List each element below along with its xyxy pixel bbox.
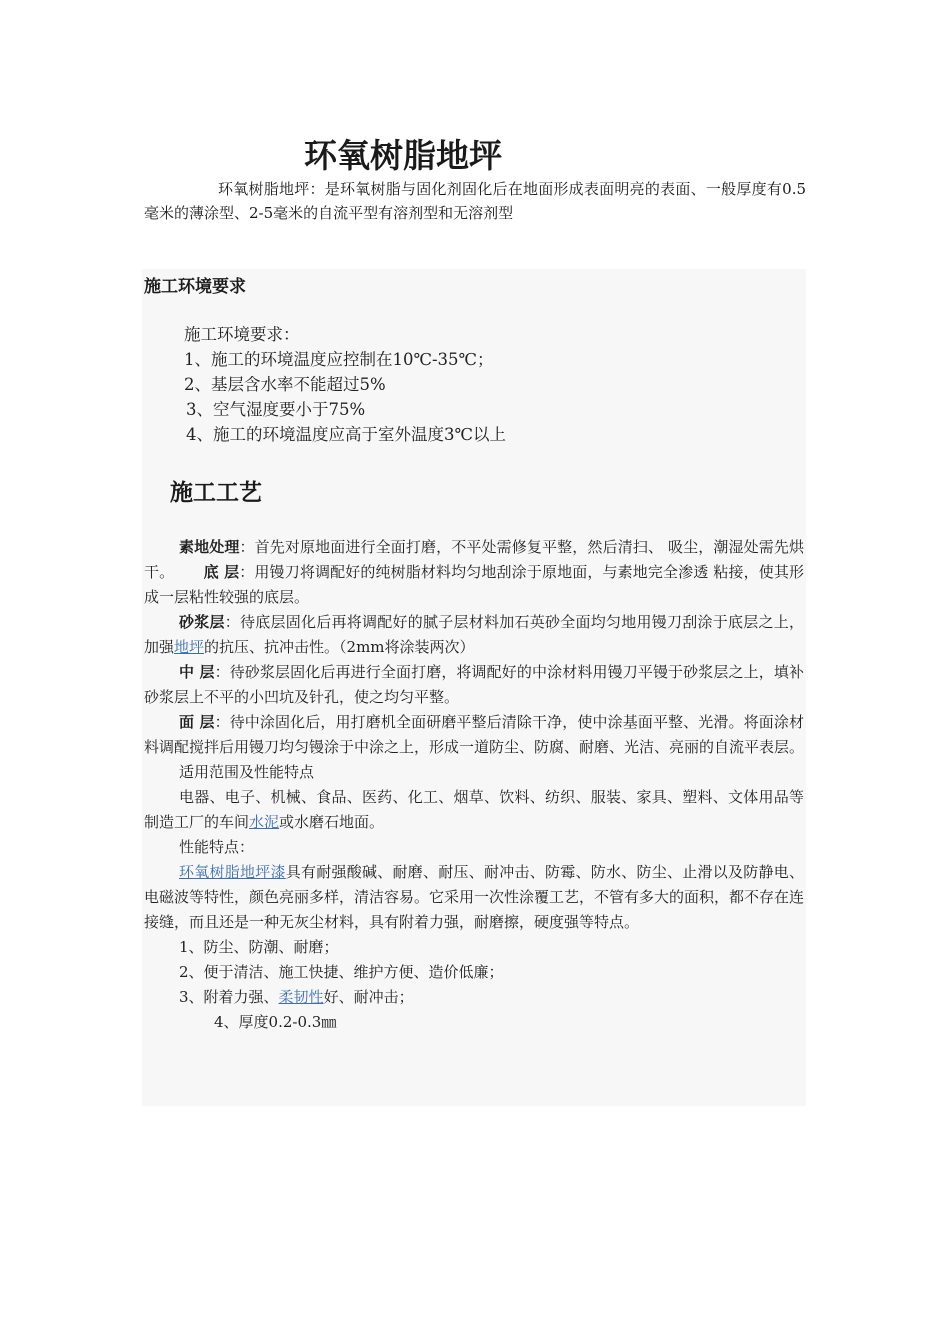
text-mortar-layer-a: ：待底层固化后再将调配好的腻子层材料加石英砂全面均匀地用镘刀刮涂于底层之上，加强 [144, 613, 804, 656]
text-performance: 具有耐强酸碱、耐磨、耐压、耐冲击、防霉、防水、防尘、止滑以及防静电、电磁波等特性，颜色亮丽多样，清洁容易。它采用一次性涂覆工艺，不管有多大的面积，都不存在连接缝，而且还是一种无灰尘材料，具有附着力强，耐磨擦，硬度强等特点。 [144, 863, 805, 931]
link-epoxy-floor-paint[interactable]: 环氧树脂地坪漆 [179, 863, 286, 881]
list-item [144, 985, 804, 1010]
text-top-layer: ：待中涂固化后，用打磨机全面研磨平整后清除干净，使中涂基面平整、光滑。将面涂材料调配搅拌后用镘刀均匀镘涂于中涂之上，形成一道防尘、防腐、耐磨、光洁、亮丽的自流平表层。 [144, 713, 805, 756]
text-mortar-layer-b: 的抗压、抗冲击性。（2mm将涂装两次） [204, 638, 475, 656]
text-base-layer: ：用镘刀将调配好的纯树脂材料均匀地刮涂于原地面，与素地完全渗透 粘接，使其形成一层粘性较强的底层。 [144, 563, 804, 606]
env-line: 施工环境要求： [184, 325, 300, 344]
list-item: 4、厚度0.2-0.3㎜ [214, 1013, 337, 1031]
env-line: 3、空气湿度要小于75% [186, 400, 366, 419]
text-list3-b: 好、耐冲击； [323, 988, 414, 1006]
text-ground-treatment: ：首先对原地面进行全面打磨，不平处需修复平整，然后清扫、 吸尘，潮湿处需先烘干。 [144, 538, 804, 581]
label-middle-layer: 中 层 [179, 663, 215, 681]
env-line: 2、基层含水率不能超过5% [184, 375, 386, 394]
page-title: 环氧树脂地坪 [304, 136, 502, 175]
label-base-layer: 底 层 [203, 563, 240, 581]
env-line: 1、施工的环境温度应控制在10℃-35℃； [184, 350, 494, 369]
text-scope-b: 或水磨石地面。 [279, 813, 385, 831]
env-line: 4、施工的环境温度应高于室外温度3℃以上 [186, 425, 506, 444]
text-middle-layer: ：待砂浆层固化后再进行全面打磨，将调配好的中涂材料用镘刀平镘于砂浆层之上，填补砂浆层上不平的小凹坑及针孔，使之均匀平整。 [144, 663, 804, 706]
craft-heading: 施工工艺 [170, 480, 262, 506]
paragraph-ground-treatment [144, 535, 804, 610]
paragraph-top-layer [144, 710, 804, 760]
paragraph-scope [144, 785, 804, 835]
paragraph-performance [144, 860, 804, 935]
label-top-layer: 面 层 [179, 713, 215, 731]
paragraph-mortar-layer [144, 610, 804, 660]
list-item: 1、防尘、防潮、耐磨； [179, 938, 339, 956]
perf-heading: 性能特点： [179, 838, 255, 856]
env-heading: 施工环境要求 [144, 277, 246, 297]
paragraph-middle-layer [144, 660, 804, 710]
list-item: 2、便于清洁、施工快捷、维护方便、造价低廉； [179, 963, 504, 981]
link-flexibility[interactable]: 柔韧性 [278, 988, 324, 1006]
intro-paragraph: 环氧树脂地坪：是环氧树脂与固化剂固化后在地面形成表面明亮的表面、一般厚度有0.5毫米的薄涂型、2-5毫米的自流平型有溶剂型和无溶剂型 [144, 180, 806, 222]
link-cement[interactable]: 水泥 [249, 813, 280, 831]
label-ground-treatment: 素地处理 [179, 538, 240, 556]
text-list3-a: 3、附着力强、 [179, 988, 279, 1006]
label-mortar-layer: 砂浆层 [179, 613, 225, 631]
scope-heading: 适用范围及性能特点 [179, 763, 315, 781]
link-floor[interactable]: 地坪 [174, 638, 205, 656]
craft-body [144, 535, 804, 1035]
text-scope-a: 电器、电子、机械、食品、医药、化工、烟草、饮料、纺织、服装、家具、塑料、文体用品等制造工厂的车间 [144, 788, 804, 831]
